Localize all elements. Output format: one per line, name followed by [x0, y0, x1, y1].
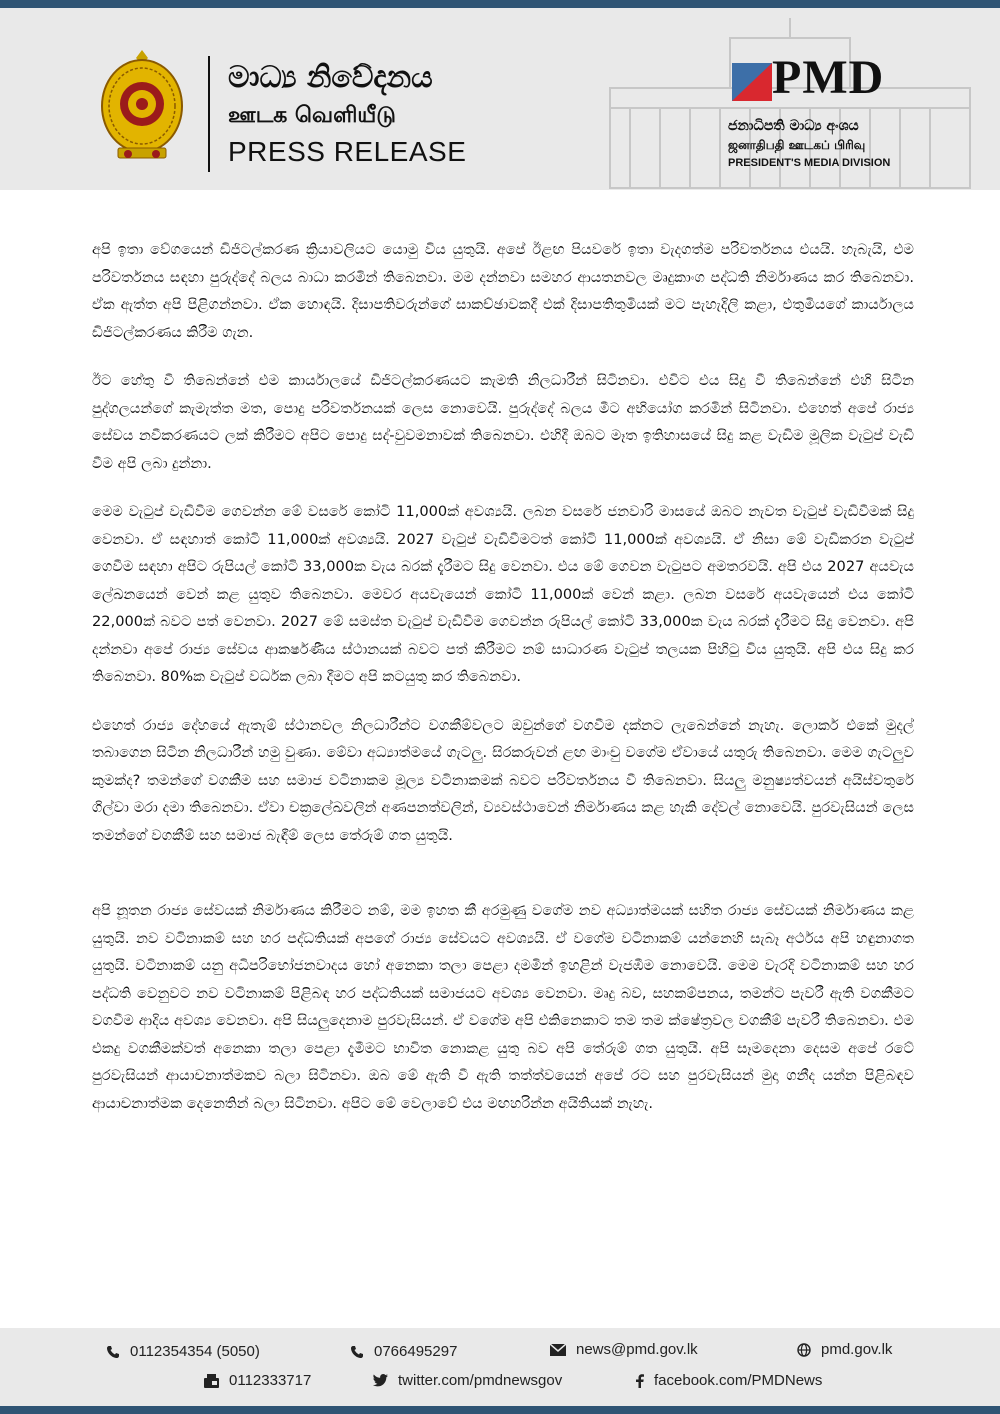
footer-twitter[interactable]	[373, 1372, 562, 1389]
phone-icon	[350, 1345, 364, 1359]
title-tamil: ஊடக வெளியீடு	[228, 103, 396, 128]
body-paragraph: අපි ඉතා වේගයෙන් ඩිජිටල්කරණ ක්‍රියාවලියට යොමු විය යුතුයි. අපේ ඊළඟ පියවරේ ඉතා වැදගත්ම පරිවර්තනය එයයි. හැබැයි, එම පරිවර්තනය සඳහා පුරුද්දේ බලය බාධා කරමින් තිබෙනවා. මම දන්නවා සමහර ආයතනවල මෘදුකාංග පද්ධති නිර්මාණය කර තිබෙනවා. ඒක ඇත්ත අපි පිළිගන්නවා. ඒක හොඳයි. දිසාපතිවරුන්ගේ සාකච්ඡාවකදී එක් දිසාපතිතුමියක් මට පැහැදිලි කළා, එතුමියගේ කාර්යාලය ඩිජිටල්කරණය කිරීම ගැන.	[92, 241, 914, 341]
fax-icon	[204, 1374, 219, 1388]
globe-icon	[797, 1343, 811, 1357]
pmd-logo-mark	[732, 63, 772, 101]
letterhead	[0, 8, 1000, 190]
top-bar	[0, 0, 1000, 8]
footer-phone1[interactable]	[106, 1343, 260, 1360]
footer-facebook[interactable]	[636, 1372, 822, 1389]
footer-fax-text: 0112333717	[229, 1372, 312, 1389]
pmd-name-sinhala: ජනාධිපති මාධ්‍ය අංශය	[728, 118, 859, 134]
body-paragraph: මෙම වැටුප් වැඩිවීම ගෙවන්න මේ වසරේ කෝටි 11,000ක් අවශ්‍යයි. ලබන වසරේ ජනවාරි මාසයේ ඔබට නැවත වැටුප් වැඩිවීමක් සිදු වෙනවා. ඒ සඳහාත් කෝටි 11,000ක් අවශ්‍යයි. 2027 වැටුප් වැඩිවීමටත් කෝටි 11,000ක් අවශ්‍යයි. ඒ නිසා මේ වැඩිකරන වැටුප් ගෙවීම සඳහා අපිට රුපියල් කෝටි 33,000ක වැය බරක් දැරීමට සිදු වෙනවා. එය මේ ගෙවන වැටුපට අමතරවයි. අපි එය 2027 අයවැය ලේඛනයෙන් වෙන් කළ යුතුව තිබෙනවා. මෙවර අයවැයෙන් කෝටි 11,000ක් වෙන් කළා. ලබන වසරේ අයවැයෙන් එය කෝටි 22,000ක් බවට පත් වෙනවා. 2027 මේ සමස්ත වැටුප් වැඩිවීම ගෙවන්න රුපියල් කෝටි 33,000ක වැය බරක් දැරීමට සිදු වෙනවා. අපි දන්නවා අපේ රාජ්‍ය සේවය ආකර්ෂණීය ස්ථානයක් බවට පත් කිරීමට නම් සාධාරණ වැටුප් තලයක පිහිටු විය යුතුයි. අපි එය සිදු කර තිබෙනවා. 80%ක වැටුප් වර්ධක ලබා දීමට අපි කටයුතු කර තිබෙනවා.	[92, 503, 914, 685]
pmd-logo-text: PMD	[772, 51, 885, 104]
pmd-name-english: PRESIDENT'S MEDIA DIVISION	[728, 157, 891, 169]
footer-website[interactable]	[797, 1341, 892, 1358]
footer-facebook-text: facebook.com/PMDNews	[654, 1372, 823, 1389]
footer-email-text: news@pmd.gov.lk	[576, 1341, 698, 1358]
header-divider	[208, 56, 210, 172]
facebook-icon	[636, 1374, 644, 1388]
footer-phone2-text: 0766495297	[374, 1343, 458, 1360]
body-paragraph: එහෙත් රාජ්‍ය දේහයේ ඇතැම් ස්ථානවල නිලධාරීන්ට වගකීම්වලට ඔවුන්ගේ වගවීම දක්නට ලැබෙන්නේ නැහැ. ලොකර් එකේ මුදල් තබාගෙන සිටින නිලධාරීන් හමු වුණා. මේවා අධ්‍යාත්මයේ ගැටලු. සිරකරුවන් ළඟ මාංචු වගේම ඒවායේ යතුරු තිබෙනවා. මෙම ගැටලුව කුමක්ද? තමන්ගේ වගකීම සහ සමාජ වටිනාකම මූල්‍ය වටිනාකමක් බවට පරිවර්තනය වී තිබෙනවා. සියලු මනුෂ්‍යත්වයන් අයිස්වතුරේ ගිල්වා මරා දමා තිබෙනවා. ඒවා චක්‍රලේඛවලින් අණපනත්වලින්, ව්‍යවස්ථාවෙන් නිර්මාණය කළ හැකි දේවල් නොවෙයි. පුරවැසියන් ලෙස තමන්ගේ වගකීම් සහ සමාජ බැඳීම් ලෙස තේරුම් ගත යුතුයි.	[92, 716, 914, 844]
bottom-bar	[0, 1406, 1000, 1414]
pmd-name-tamil: ஜனாதிபதி ஊடகப் பிரிவு	[728, 138, 866, 152]
press-release-body	[92, 236, 914, 1117]
footer	[0, 1328, 1000, 1406]
body-paragraph: අපි නූතන රාජ්‍ය සේවයක් නිර්මාණය කිරීමට නම්, මම ඉහත කී අරමුණු වගේම නව අධ්‍යාත්මයක් සහිත රාජ්‍ය සේවයක් නිර්මාණය කළ යුතුයි. නව වටිනාකම් සහ හර පද්ධතියක් අපගේ රාජ්‍ය සේවයට අවශ්‍යයි. ඒ වගේම වටිනාකම් යන්නෙහි සැබෑ අර්ථය අපි හඳුනාගත යුතුයි. වටිනාකම් යනු අධිපරිභෝජනවාදය හෝ අනෙකා තලා පෙළා දමමින් ඉහළින් වැජඹීම නොවෙයි. මෙම වැරදි වටිනාකම් සහ හර පද්ධති වෙනුවට නව වටිනාකම් පිළිබඳ හර පද්ධතියක් සමාජයට අවශ්‍ය වෙනවා. මෘදු බව, සහකම්පනය, තමන්ට පැවරී ඇති වගකීමට වගවීම ආදිය අවශ්‍ය වෙනවා. අපි සියලුදෙනාම පුරවැසියන්. ඒ වගේම අපි එකිනෙකාට තම තම ක්ෂේත්‍රවල වගකීම් පැවරී තිබෙනවා. එම එකදු වගකීමක්වත් අනෙකා තලා පෙළා දැමීමට භාවිත නොකළ යුතු බව අපි තේරුම් ගත යුතුයි. අපි සෑමදෙනා දෙසම අපේ රටේ පුරවැසියන් ආයාචනාත්මකව බලා සිටිනවා. ඔබ මේ ඇති වී ඇති තත්ත්වයෙන් අපේ රට සහ පුරවැසියන් මුදා ගනීද යන්න පිළිබඳව ආයාචනාත්මක දෙනෙතින් බලා සිටිනවා. අපිට මේ වෙලාවේ එය මඟහරින්න අයිතියක් නැහැ.	[92, 902, 914, 1112]
title-english: PRESS RELEASE	[228, 136, 467, 167]
mail-icon	[550, 1344, 566, 1356]
phone-icon	[106, 1345, 120, 1359]
footer-phone2[interactable]	[350, 1343, 457, 1360]
footer-twitter-text: twitter.com/pmdnewsgov	[398, 1372, 563, 1389]
footer-fax[interactable]	[204, 1372, 311, 1389]
sri-lanka-emblem	[98, 48, 186, 166]
footer-email[interactable]	[550, 1341, 698, 1358]
twitter-icon	[373, 1374, 388, 1387]
footer-website-text: pmd.gov.lk	[821, 1341, 893, 1358]
footer-phone1-text: 0112354354 (5050)	[130, 1343, 260, 1360]
body-paragraph: ඊට හේතු වී තිබෙන්නේ එම කාර්යාලයේ ඩිජිටල්කරණයට කැමති නිලධාරීන් සිටිනවා. එවිට එය සිදු වී තිබෙන්නේ එහි සිටින පුද්ගලයන්ගේ කැමැත්ත මත, පොදු පරිවර්තනයක් ලෙස නොවෙයි. පුරුද්දේ බලය මීට අභියෝග කරමින් සිටිනවා. එහෙත් අපේ රාජ්‍ය සේවය නවීකරණයට ලක් කිරීමට අපිට පොදු සද්-වුවමනාවක් තිබෙනවා. එහිදී ඔබට මෑත ඉතිහාසයේ සිදු කළ වැඩිම මූලික වැටුප් වැඩි වීම අපි ලබා දුන්නා.	[92, 372, 914, 472]
title-sinhala: මාධ්‍ය නිවේදනය	[228, 60, 433, 95]
